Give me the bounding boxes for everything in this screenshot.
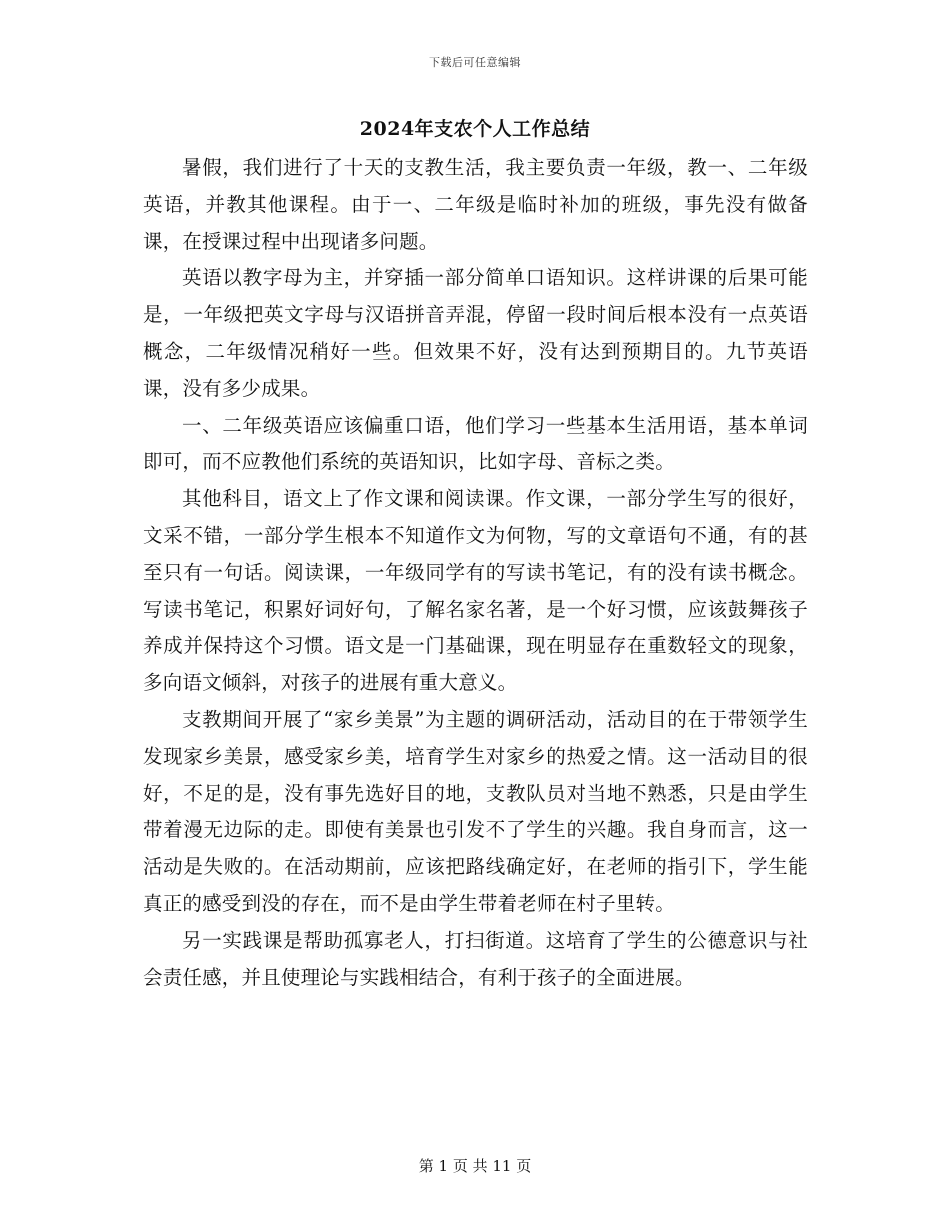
document-title: 2024年支农个人工作总结 xyxy=(359,118,591,140)
paragraph: 一、二年级英语应该偏重口语，他们学习一些基本生活用语，基本单词即可，而不应教他们系统的英语知识，比如字母、音标之类。 xyxy=(143,413,808,474)
header-note: 下载后可任意编辑 xyxy=(429,56,521,69)
paragraph: 暑假，我们进行了十天的支教生活，我主要负责一年级，教一、二年级英语，并教其他课程。由于一、二年级是临时补加的班级，事先没有做备课，在授课过程中出现诸多问题。 xyxy=(143,156,808,253)
paragraph: 支教期间开展了“家乡美景”为主题的调研活动，活动目的在于带领学生发现家乡美景，感受家乡美，培育学生对家乡的热爱之情。这一活动目的很好，不足的是，没有事先选好目的地，支教队员对当地不熟悉，只是由学生带着漫无边际的走。即使有美景也引发不了学生的兴趣。我自身而言，这一活动是失败的。在活动期前，应该把路线确定好，在老师的指引下，学生能真正的感受到没的存在，而不是由学生带着老师在村子里转。 xyxy=(143,707,808,915)
page-number: 第 1 页 共 11 页 xyxy=(418,1157,532,1175)
paragraph: 英语以教字母为主，并穿插一部分简单口语知识。这样讲课的后果可能是，一年级把英文字母与汉语拼音弄混，停留一段时间后根本没有一点英语概念，二年级情况稍好一些。但效果不好，没有达到预期目的。九节英语课，没有多少成果。 xyxy=(143,266,808,400)
document-body xyxy=(143,150,808,996)
paragraph: 其他科目，语文上了作文课和阅读课。作文课，一部分学生写的很好，文采不错，一部分学生根本不知道作文为何物，写的文章语句不通，有的甚至只有一句话。阅读课，一年级同学有的写读书笔记，有的没有读书概念。写读书笔记，积累好词好句，了解名家名著，是一个好习惯，应该鼓舞孩子养成并保持这个习惯。语文是一门基础课，现在明显存在重数轻文的现象，多向语文倾斜，对孩子的进展有重大意义。 xyxy=(143,487,808,695)
paragraph: 另一实践课是帮助孤寡老人，打扫街道。这培育了学生的公德意识与社会责任感，并且使理论与实践相结合，有利于孩子的全面进展。 xyxy=(143,928,808,989)
